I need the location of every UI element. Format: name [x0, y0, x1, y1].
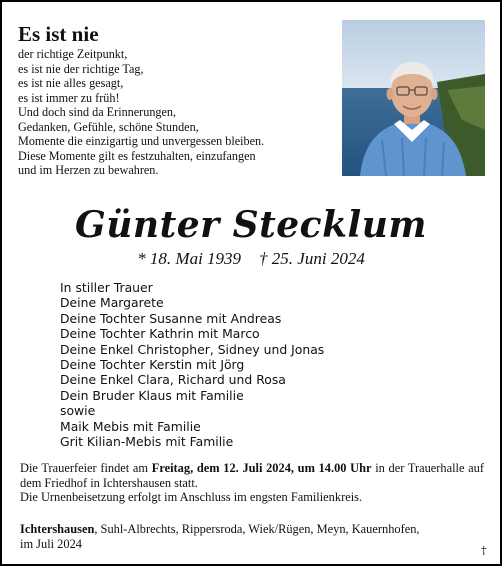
service-date: Freitag, dem 12. Juli 2024, um 14.00 Uhr [151, 461, 372, 475]
poem-line: Gedanken, Gefühle, schöne Stunden, [18, 119, 199, 134]
mourner-line: Deine Enkel Clara, Richard und Rosa [60, 372, 286, 388]
birth-date: * 18. Mai 1939 [137, 249, 242, 268]
poem-line: der richtige Zeitpunkt, [18, 47, 128, 61]
poem-heading: Es ist nie [18, 22, 99, 46]
poem-line: es ist nie der richtige Tag, [18, 61, 144, 76]
urn-burial-note: Die Urnenbeisetzung erfolgt im Anschluss im engsten Familienkreis. [20, 490, 363, 504]
portrait-photo [342, 20, 485, 176]
mourner-line: Deine Margarete [60, 295, 164, 311]
mourner-line: Deine Enkel Christopher, Sidney und Jonas [60, 341, 325, 357]
poem-line: es ist nie alles gesagt, [18, 76, 124, 90]
death-date: † 25. Juni 2024 [259, 249, 365, 268]
places-line [20, 522, 484, 537]
mourners-list [60, 280, 460, 449]
poem-line: Momente die einzigartig und unvergessen bleiben. [18, 134, 265, 148]
cross-icon: † [481, 544, 487, 557]
places-and-date [20, 522, 484, 551]
deceased-name: Günter Stecklum [75, 204, 427, 246]
main-place: Ichtershausen [20, 522, 95, 536]
other-places: , Suhl-Albrechts, Rippersroda, Wiek/Rügen, Meyn, Kauernhofen, [94, 522, 420, 536]
mourner-line: Deine Tochter Susanne mit Andreas [60, 310, 282, 326]
mourner-line: Grit Kilian-Mebis mit Familie [60, 434, 234, 450]
mourner-line: Maik Mebis mit Familie [60, 418, 201, 434]
service-location: in der Trauerhalle auf dem Friedhof in Ichtershausen statt. [20, 461, 485, 490]
mourner-line: In stiller Trauer [60, 280, 153, 295]
life-dates [2, 248, 500, 270]
poem-line: es ist immer zu früh! [18, 90, 120, 105]
mourner-line: Deine Tochter Kerstin mit Jörg [60, 357, 245, 373]
funeral-service-notice [20, 461, 484, 505]
service-intro: Die Trauerfeier findet am [20, 461, 152, 475]
mourner-line: Deine Tochter Kathrin mit Marco [60, 326, 260, 342]
poem-text [18, 47, 338, 178]
notice-date: im Juli 2024 [20, 536, 82, 551]
poem-line: und im Herzen zu bewahren. [18, 163, 159, 177]
mourner-line: Dein Bruder Klaus mit Familie [60, 387, 244, 403]
mourner-line: sowie [60, 403, 96, 419]
poem-line: Und doch sind da Erinnerungen, [18, 105, 177, 119]
poem-line: Diese Momente gilt es festzuhalten, einzufangen [18, 148, 256, 163]
service-paragraph [20, 461, 484, 490]
